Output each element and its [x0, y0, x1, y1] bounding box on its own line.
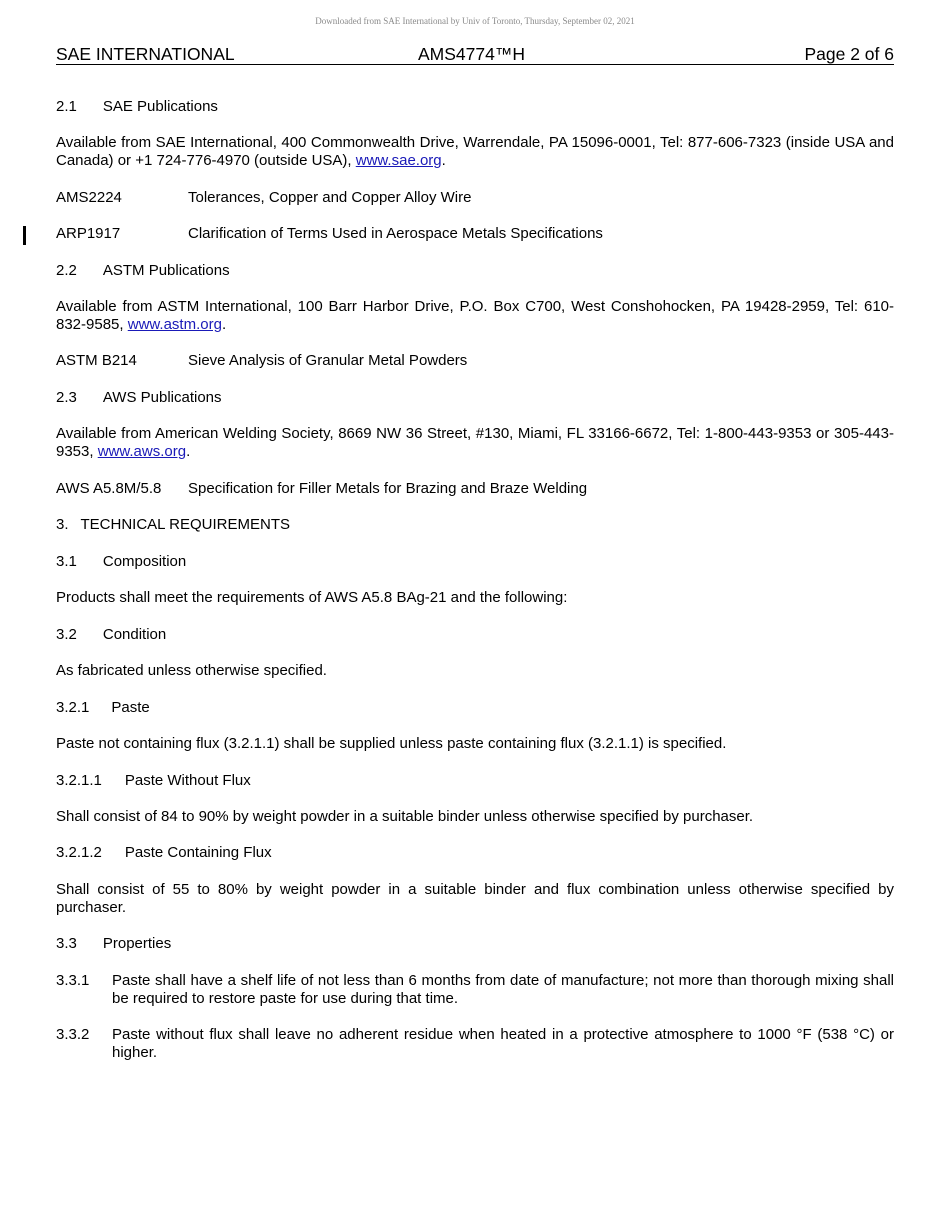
paragraph-tail: .: [441, 152, 446, 169]
section-heading-3-2-1-2: [56, 844, 894, 862]
section-title: ASTM Publications: [102, 262, 230, 279]
paragraph-paste-containing-flux: Shall consist of 55 to 80% by weight powder in a suitable binder and flux combination unless otherwise specified by purchaser.: [56, 881, 894, 916]
item-number: 3.3.1: [56, 972, 90, 989]
header-org: SAE INTERNATIONAL: [56, 44, 235, 64]
reference-row: [56, 189, 894, 207]
aws-website-link[interactable]: www.aws.org: [97, 443, 187, 460]
astm-website-link[interactable]: www.astm.org: [127, 316, 222, 333]
section-number: 3.2: [56, 626, 77, 643]
item-text: Paste without flux shall leave no adherent residue when heated in a protective atmosphere to 1000 °F (538 °C) or higher.: [112, 1026, 894, 1061]
section-number: 3.2.1.1: [56, 772, 102, 789]
numbered-item-3-3-1: [56, 972, 894, 1008]
reference-title: Tolerances, Copper and Copper Alloy Wire: [188, 189, 472, 206]
section-heading-2-3: [56, 389, 894, 407]
section-number: 3.1: [56, 553, 77, 570]
paragraph-aws-availability: [56, 425, 894, 461]
section-heading-2-2: [56, 262, 894, 280]
reference-code: AMS2224: [56, 189, 122, 206]
reference-title: Sieve Analysis of Granular Metal Powders: [188, 352, 468, 369]
paragraph-tail: .: [186, 443, 191, 460]
paragraph-condition: As fabricated unless otherwise specified.: [56, 662, 327, 679]
reference-row: [56, 225, 894, 243]
reference-code: ASTM B214: [56, 352, 137, 369]
item-text: Paste shall have a shelf life of not less than 6 months from date of manufacture; not more than thorough mixing shall be required to restore paste for use during that time.: [112, 972, 894, 1007]
page-header: [56, 44, 894, 65]
section-heading-3-1: [56, 553, 894, 571]
download-watermark: Downloaded from SAE International by Univ of Toronto, Thursday, September 02, 2021: [315, 16, 635, 26]
section-number: 3.2.1: [56, 699, 90, 716]
reference-code: AWS A5.8M/5.8: [56, 480, 162, 497]
paragraph-astm-availability: [56, 298, 894, 334]
section-title: Properties: [102, 935, 172, 952]
reference-code: ARP1917: [56, 225, 121, 242]
section-title: TECHNICAL REQUIREMENTS: [80, 516, 290, 533]
section-heading-3: [56, 516, 894, 534]
section-title: SAE Publications: [102, 98, 218, 115]
section-title: Paste: [111, 699, 150, 716]
numbered-item-3-3-2: [56, 1026, 894, 1062]
section-number: 2.1: [56, 98, 77, 115]
reference-title: Specification for Filler Metals for Brazing and Braze Welding: [188, 480, 588, 497]
reference-row: [56, 480, 894, 498]
paragraph-sae-availability: [56, 134, 894, 170]
paragraph-paste-without-flux: Shall consist of 84 to 90% by weight powder in a suitable binder unless otherwise specified by purchaser.: [56, 808, 754, 825]
header-page-number: Page 2 of 6: [804, 44, 894, 64]
paragraph-composition: Products shall meet the requirements of AWS A5.8 BAg-21 and the following:: [56, 589, 568, 606]
section-number: 3.3: [56, 935, 77, 952]
item-number: 3.3.2: [56, 1026, 90, 1043]
section-title: Composition: [102, 553, 187, 570]
section-number: 2.2: [56, 262, 77, 279]
header-doc-number: AMS4774™H: [418, 44, 525, 64]
section-heading-3-2-1: [56, 699, 894, 717]
section-title: Condition: [102, 626, 167, 643]
section-number: 3.: [56, 516, 69, 533]
section-title: AWS Publications: [102, 389, 222, 406]
section-number: 2.3: [56, 389, 77, 406]
paragraph-text: Available from SAE International, 400 Commonwealth Drive, Warrendale, PA 15096-0001, Tel: 877-606-7323 (inside USA and Canada) or +1 724-776-4970 (outside USA),: [56, 134, 894, 169]
paragraph-tail: .: [221, 316, 227, 333]
section-title: Paste Containing Flux: [124, 844, 272, 861]
section-title: Paste Without Flux: [124, 772, 251, 789]
paragraph-text: Available from ASTM International, 100 Barr Harbor Drive, P.O. Box C700, West Conshohocken, PA 19428-2959, Tel: 610-832-9585,: [56, 298, 894, 333]
section-heading-3-2: [56, 626, 894, 644]
section-heading-3-2-1-1: [56, 772, 894, 790]
reference-row: [56, 352, 894, 370]
reference-title: Clarification of Terms Used in Aerospace Metals Specifications: [188, 225, 603, 242]
section-heading-2-1: [56, 98, 894, 116]
paragraph-text: Available from American Welding Society, 8669 NW 36 Street, #130, Miami, FL 33166-6672, Tel: 1-800-443-9353 or 305-443-9353,: [56, 425, 894, 460]
paragraph-paste: Paste not containing flux (3.2.1.1) shall be supplied unless paste containing flux (3.2.1.1) is specified.: [56, 735, 727, 752]
section-number: 3.2.1.2: [56, 844, 102, 861]
sae-website-link[interactable]: www.sae.org: [355, 152, 442, 169]
section-heading-3-3: [56, 935, 894, 953]
revision-change-bar: [23, 226, 26, 245]
